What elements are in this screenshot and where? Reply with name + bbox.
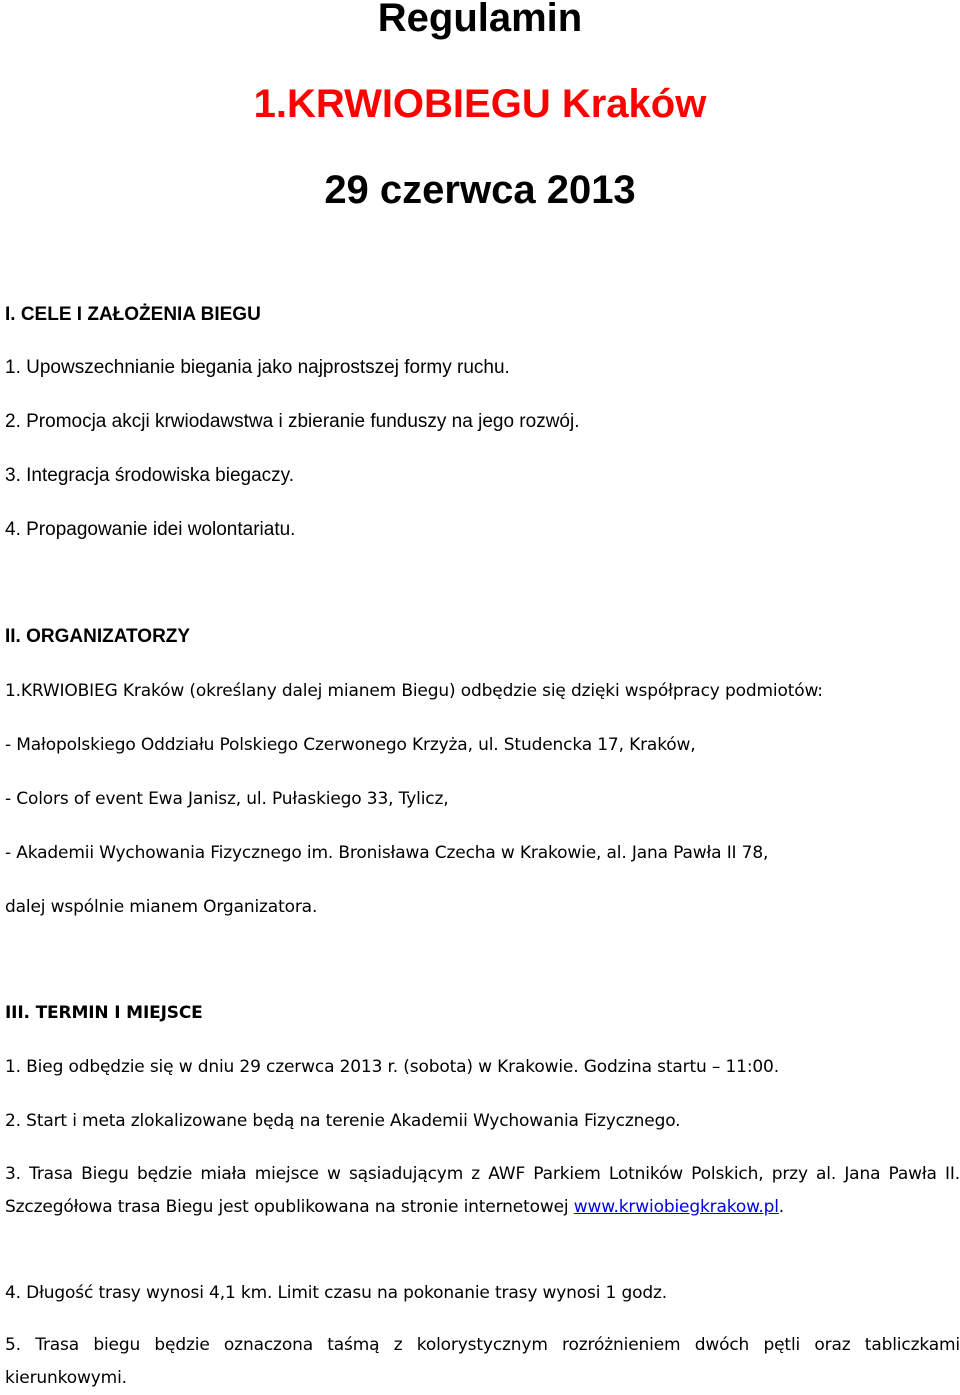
section-3-item-4: 4. Długość trasy wynosi 4,1 km. Limit czasu na pokonanie trasy wynosi 1 godz. [5,1283,668,1303]
section-2-line-4: - Akademii Wychowania Fizycznego im. Bronisława Czecha w Krakowie, al. Jana Pawła II 78, [5,843,769,863]
section-3-item-3-end: . [778,1197,785,1217]
section-3-item-5: 5. Trasa biegu będzie oznaczona taśmą z kolorystycznym rozróżnieniem dwóch pętli oraz tabliczkami kierunkowymi. [5,1335,960,1388]
section-3-item-3-text: 3. Trasa Biegu będzie miała miejsce w sąsiadującym z AWF Parkiem Lotników Polskich, przy al. Jana Pawła II. Szczegółowa trasa Biegu jest opublikowana na stronie internetowej [5,1164,960,1217]
section-3-item-3 [5,1158,960,1224]
section-3-item-1: 1. Bieg odbędzie się w dniu 29 czerwca 2013 r. (sobota) w Krakowie. Godzina startu – 11:00. [5,1057,779,1077]
section-1-item-1: 1. Upowszechnianie biegania jako najprostszej formy ruchu. [5,357,510,378]
section-3-heading: III. TERMIN I MIEJSCE [5,1003,203,1023]
section-2-line-2: - Małopolskiego Oddziału Polskiego Czerwonego Krzyża, ul. Studencka 17, Kraków, [5,735,696,755]
section-1-heading: I. CELE I ZAŁOŻENIA BIEGU [5,304,261,325]
website-link[interactable]: www.krwiobiegkrakow.pl [573,1197,779,1217]
section-2-line-1: 1.KRWIOBIEG Kraków (określany dalej mianem Biegu) odbędzie się dzięki współpracy podmiotów: [5,681,823,701]
section-3-item-2: 2. Start i meta zlokalizowane będą na terenie Akademii Wychowania Fizycznego. [5,1111,681,1131]
document-title: Regulamin [377,0,583,40]
section-2-line-5: dalej wspólnie mianem Organizatora. [5,897,318,917]
section-1-item-3: 3. Integracja środowiska biegaczy. [5,465,295,486]
event-date: 29 czerwca 2013 [324,168,636,212]
section-1-item-4: 4. Propagowanie idei wolontariatu. [5,519,296,540]
section-1-item-2: 2. Promocja akcji krwiodawstwa i zbieranie funduszy na jego rozwój. [5,411,580,432]
section-2-line-3: - Colors of event Ewa Janisz, ul. Pułaskiego 33, Tylicz, [5,789,449,809]
section-2-heading: II. ORGANIZATORZY [5,626,191,647]
event-name: 1.KRWIOBIEGU Kraków [253,82,707,126]
